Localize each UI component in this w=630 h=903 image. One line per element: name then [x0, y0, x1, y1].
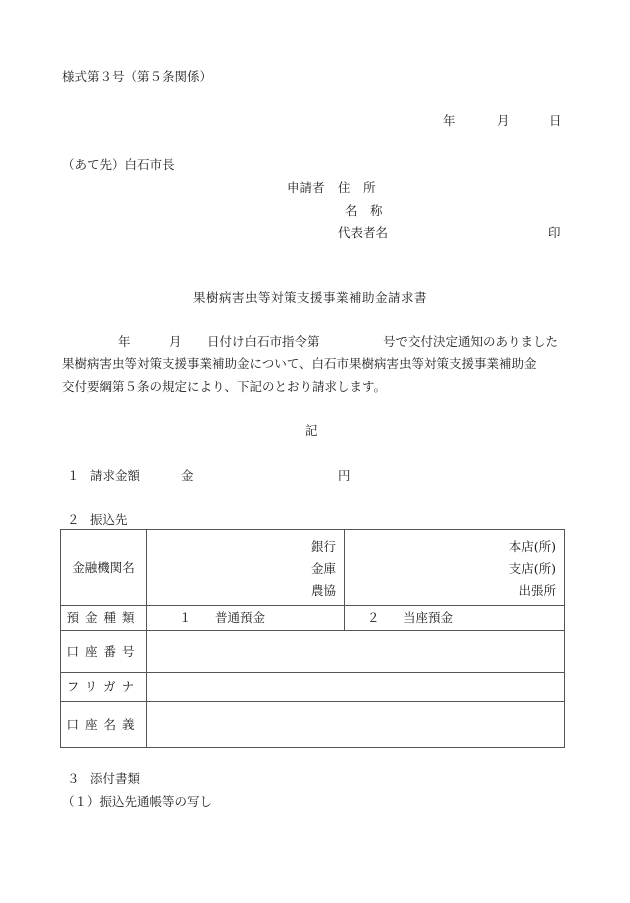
deposit-option-2-number: ２	[367, 610, 380, 625]
attachment-item-1: （１）振込先通帳等の写し	[62, 794, 213, 809]
account-name-label: 口座名義	[66, 716, 141, 732]
account-name-field[interactable]	[147, 702, 565, 748]
document-title: 果樹病害虫等対策支援事業補助金請求書	[193, 290, 428, 305]
body-directive: 日付け白石市指令第	[207, 334, 320, 349]
section1-yen: 円	[338, 468, 351, 483]
deposit-option-2-label: 当座預金	[403, 610, 454, 625]
applicant-label: 申請者	[287, 180, 325, 195]
bank-type-kinko: 金庫	[310, 561, 336, 576]
account-number-label-cell	[61, 631, 147, 673]
ki-heading: 記	[305, 423, 318, 438]
date-day: 日	[549, 113, 562, 128]
account-name-label-cell	[61, 702, 147, 748]
section1-number: １	[67, 468, 80, 483]
institution-label-cell	[61, 530, 147, 606]
deposit-option-1-label: 普通預金	[215, 610, 266, 625]
body-year: 年	[118, 334, 131, 349]
furigana-field[interactable]	[147, 673, 565, 702]
branch-type-branch: 支店(所)	[508, 561, 556, 576]
institution-bank-cell[interactable]	[147, 530, 345, 606]
applicant-name-label: 名 称	[345, 203, 383, 218]
bank-type-bank: 銀行	[310, 539, 336, 554]
institution-label: 金融機関名	[72, 559, 135, 575]
applicant-address-label: 住 所	[338, 180, 376, 195]
furigana-label: フリガナ	[66, 679, 141, 694]
deposit-option-checking[interactable]	[345, 606, 565, 631]
seal-mark: 印	[548, 225, 561, 240]
body-line1-end: 号で交付決定通知のありました	[383, 334, 559, 349]
date-month: 月	[497, 113, 510, 128]
body-month: 月	[169, 334, 182, 349]
section2-label: 振込先	[90, 512, 128, 527]
institution-branch-cell[interactable]	[345, 530, 565, 606]
section3-label: 添付書類	[90, 771, 141, 786]
bank-transfer-table	[60, 529, 565, 748]
bank-type-nokyo: 農協	[310, 583, 336, 598]
deposit-option-1-number: １	[179, 610, 192, 625]
addressee: （あて先）白石市長	[62, 157, 175, 172]
deposit-type-label: 預金種類	[66, 610, 141, 625]
furigana-label-cell	[61, 673, 147, 702]
form-number: 様式第３号（第５条関係）	[62, 69, 213, 84]
section1-label: 請求金額	[90, 468, 141, 483]
branch-type-office: 出張所	[518, 583, 556, 598]
body-line2: 果樹病害虫等対策支援事業補助金について、白石市果樹病害虫等対策支援事業補助金	[62, 356, 537, 371]
date-year: 年	[443, 113, 456, 128]
account-number-label: 口座番号	[66, 643, 141, 659]
representative-label: 代表者名	[338, 225, 389, 240]
section1-kin: 金	[181, 468, 194, 483]
section3-number: ３	[67, 771, 80, 786]
section2-number: ２	[67, 512, 80, 527]
body-line3: 交付要綱第５条の規定により、下記のとおり請求します。	[62, 379, 387, 394]
deposit-type-label-cell	[61, 606, 147, 631]
deposit-option-ordinary[interactable]	[147, 606, 345, 631]
branch-type-head: 本店(所)	[508, 539, 556, 554]
account-number-field[interactable]	[147, 631, 565, 673]
